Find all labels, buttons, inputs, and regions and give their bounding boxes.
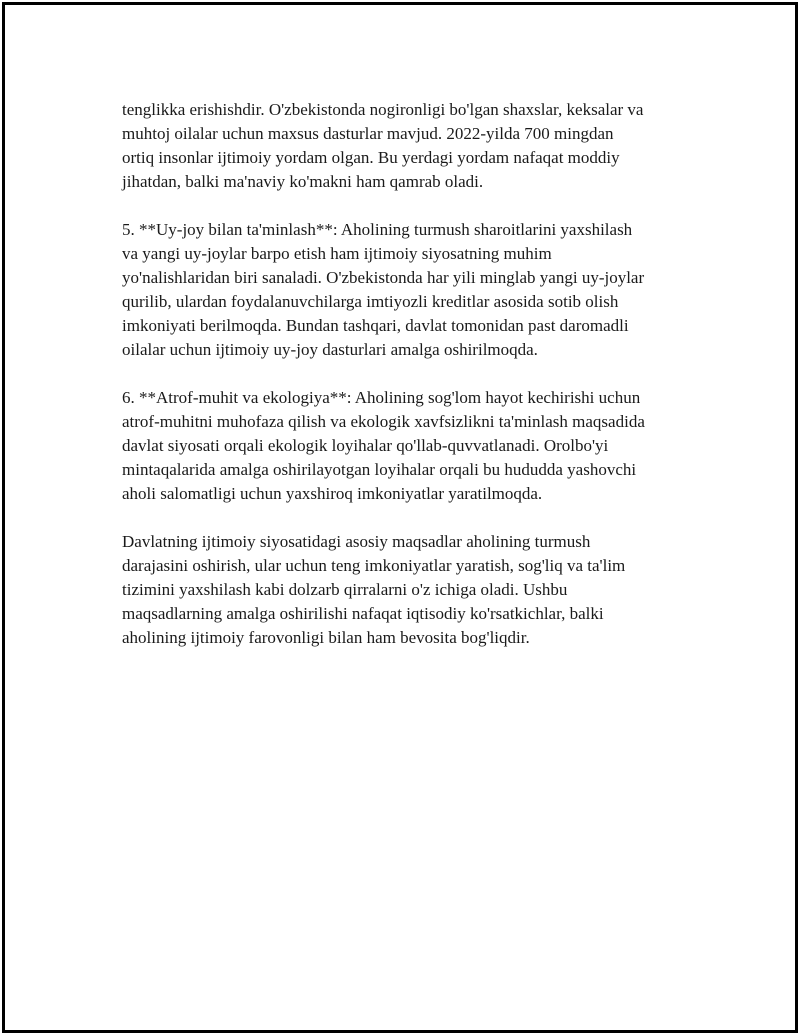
text-line: aholi salomatligi uchun yaxshiroq imkoniyatlar yaratilmoqda. <box>122 484 543 503</box>
paragraph-ecology <box>122 386 722 506</box>
paragraph-spacer <box>122 506 722 530</box>
document-body <box>122 98 722 650</box>
text-line: darajasini oshirish, ular uchun teng imkoniyatlar yaratish, sog'liq va ta'lim <box>122 556 626 575</box>
text-line: atrof-muhitni muhofaza qilish va ekologik xavfsizlikni ta'minlash maqsadida <box>122 412 645 431</box>
text-line: oilalar uchun ijtimoiy uy-joy dasturlari amalga oshirilmoqda. <box>122 340 538 359</box>
text-line: ortiq insonlar ijtimoiy yordam olgan. Bu yerdagi yordam nafaqat moddiy <box>122 148 620 167</box>
page-frame <box>2 2 798 1033</box>
text-line: muhtoj oilalar uchun maxsus dasturlar mavjud. 2022-yilda 700 mingdan <box>122 124 614 143</box>
text-line: tenglikka erishishdir. O'zbekistonda nogironligi bo'lgan shaxslar, keksalar va <box>122 100 644 119</box>
text-line: jihatdan, balki ma'naviy ko'makni ham qamrab oladi. <box>122 172 484 191</box>
text-line: 5. **Uy-joy bilan ta'minlash**: Aholining turmush sharoitlarini yaxshilash <box>122 220 633 239</box>
text-line: va yangi uy-joylar barpo etish ham ijtimoiy siyosatning muhim <box>122 244 552 263</box>
text-line: aholining ijtimoiy farovonligi bilan ham bevosita bog'liqdir. <box>122 628 530 647</box>
text-line: Davlatning ijtimoiy siyosatidagi asosiy maqsadlar aholining turmush <box>122 532 591 551</box>
text-line: davlat siyosati orqali ekologik loyihalar qo'llab-quvvatlanadi. Orolbo'yi <box>122 436 609 455</box>
paragraph-spacer <box>122 194 722 218</box>
text-line: imkoniyati berilmoqda. Bundan tashqari, davlat tomonidan past daromadli <box>122 316 629 335</box>
text-line: maqsadlarning amalga oshirilishi nafaqat iqtisodiy ko'rsatkichlar, balki <box>122 604 604 623</box>
text-line: yo'nalishlaridan biri sanaladi. O'zbekistonda har yili minglab yangi uy-joylar <box>122 268 645 287</box>
text-line: tizimini yaxshilash kabi dolzarb qirralarni o'z ichiga oladi. Ushbu <box>122 580 568 599</box>
text-line: 6. **Atrof-muhit va ekologiya**: Aholining sog'lom hayot kechirishi uchun <box>122 388 641 407</box>
text-line: qurilib, ulardan foydalanuvchilarga imtiyozli kreditlar asosida sotib olish <box>122 292 619 311</box>
text-line: mintaqalarida amalga oshirilayotgan loyihalar orqali bu hududda yashovchi <box>122 460 637 479</box>
paragraph-conclusion <box>122 530 722 650</box>
paragraph-continuation <box>122 98 722 194</box>
paragraph-spacer <box>122 362 722 386</box>
paragraph-housing <box>122 218 722 362</box>
